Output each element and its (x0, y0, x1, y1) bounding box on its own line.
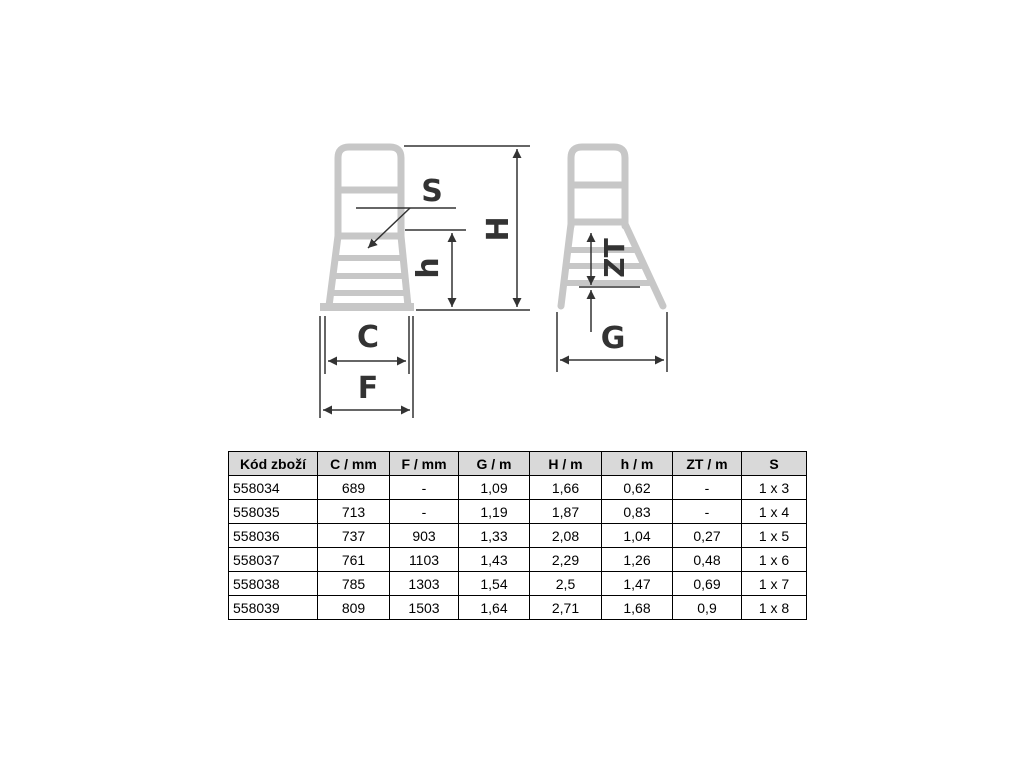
cell-c: 713 (318, 500, 390, 524)
cell-f: - (390, 476, 459, 500)
table-row (229, 500, 807, 524)
cell-f: 1503 (390, 596, 459, 620)
cell-h: 1,04 (602, 524, 673, 548)
table-row (229, 596, 807, 620)
cell-s: 1 x 7 (742, 572, 807, 596)
cell-h: 1,68 (602, 596, 673, 620)
cell-zt: 0,69 (673, 572, 742, 596)
label-C: C (356, 320, 380, 355)
cell-g: 1,33 (459, 524, 530, 548)
cell-h: 1,26 (602, 548, 673, 572)
label-H: H (481, 216, 516, 242)
column-header-g: G / m (459, 452, 530, 476)
label-S: S (421, 174, 443, 209)
specification-table (228, 451, 807, 620)
cell-code: 558035 (229, 500, 318, 524)
cell-g: 1,64 (459, 596, 530, 620)
cell-H: 2,29 (530, 548, 602, 572)
column-header-zt: ZT / m (673, 452, 742, 476)
cell-s: 1 x 5 (742, 524, 807, 548)
column-header-c: C / mm (318, 452, 390, 476)
cell-g: 1,09 (459, 476, 530, 500)
cell-code: 558039 (229, 596, 318, 620)
cell-s: 1 x 6 (742, 548, 807, 572)
cell-s: 1 x 4 (742, 500, 807, 524)
ladder-side-view (561, 147, 663, 306)
cell-zt: 0,48 (673, 548, 742, 572)
cell-zt: - (673, 476, 742, 500)
cell-c: 761 (318, 548, 390, 572)
label-G: G (600, 321, 626, 356)
cell-H: 2,5 (530, 572, 602, 596)
cell-c: 809 (318, 596, 390, 620)
cell-f: 1303 (390, 572, 459, 596)
cell-f: 1103 (390, 548, 459, 572)
cell-g: 1,54 (459, 572, 530, 596)
cell-zt: - (673, 500, 742, 524)
table-header-row (229, 452, 807, 476)
cell-H: 2,71 (530, 596, 602, 620)
cell-s: 1 x 8 (742, 596, 807, 620)
cell-zt: 0,27 (673, 524, 742, 548)
table-row (229, 548, 807, 572)
cell-code: 558036 (229, 524, 318, 548)
table-row (229, 572, 807, 596)
cell-f: - (390, 500, 459, 524)
label-F: F (357, 371, 379, 406)
cell-h: 0,83 (602, 500, 673, 524)
label-ZT: ZT (598, 238, 631, 278)
cell-f: 903 (390, 524, 459, 548)
front-base (320, 303, 414, 311)
column-header-code: Kód zboží (229, 452, 318, 476)
cell-code: 558038 (229, 572, 318, 596)
cell-code: 558037 (229, 548, 318, 572)
cell-g: 1,19 (459, 500, 530, 524)
cell-H: 1,66 (530, 476, 602, 500)
cell-H: 1,87 (530, 500, 602, 524)
column-header-f: F / mm (390, 452, 459, 476)
cell-zt: 0,9 (673, 596, 742, 620)
table-row (229, 476, 807, 500)
column-header-H: H / m (530, 452, 602, 476)
label-h: h (411, 257, 446, 279)
cell-h: 0,62 (602, 476, 673, 500)
column-header-s: S (742, 452, 807, 476)
table-row (229, 524, 807, 548)
ladder-front-view (320, 147, 414, 311)
cell-h: 1,47 (602, 572, 673, 596)
cell-c: 689 (318, 476, 390, 500)
cell-g: 1,43 (459, 548, 530, 572)
cell-H: 2,08 (530, 524, 602, 548)
cell-code: 558034 (229, 476, 318, 500)
column-header-h: h / m (602, 452, 673, 476)
cell-s: 1 x 3 (742, 476, 807, 500)
cell-c: 737 (318, 524, 390, 548)
cell-c: 785 (318, 572, 390, 596)
